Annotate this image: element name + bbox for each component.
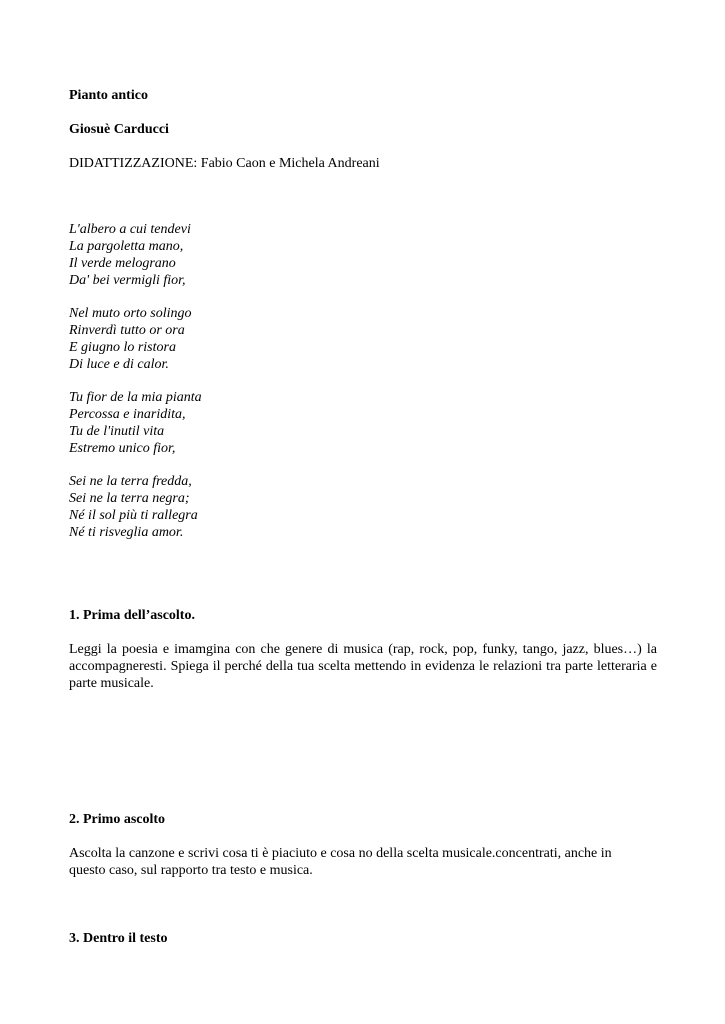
poem-stanza-1 [69,221,191,289]
poem-verse: Il verde melograno [69,256,176,271]
poem-verse: La pargoletta mano, [69,239,184,254]
credits-line: DIDATTIZZAZIONE: Fabio Caon e Michela Andreani [69,156,380,171]
poem-title: Pianto antico [69,88,148,103]
section-heading-3: 3. Dentro il testo [69,931,168,946]
poem-verse: Di luce e di calor. [69,357,169,372]
section-heading-2: 2. Primo ascolto [69,812,166,827]
poem-verse: Sei ne la terra fredda, [69,474,192,489]
poem-verse: Tu de l'inutil vita [69,424,165,439]
poem-verse: Né ti risveglia amor. [69,525,184,540]
poem-stanza-3 [69,389,202,457]
poem-stanza-4 [69,473,198,541]
poem-stanza-2 [69,305,192,373]
section-text-2: Ascolta la canzone e scrivi cosa ti è piaciuto e cosa no della scelta musicale.concentrati, anche in questo caso, sul rapporto tra testo e musica. [69,846,612,878]
poem-verse: Nel muto orto solingo [69,306,192,321]
section-text-1: Leggi la poesia e imamgina con che genere di musica (rap, rock, pop, funky, tango, jazz, blues…) la accompagneresti. Spiega il perché della tua scelta mettendo in evidenza le relazioni tra parte letteraria e parte musicale. [69,642,657,691]
poem-author: Giosuè Carducci [69,122,169,137]
poem-verse: Tu fior de la mia pianta [69,390,202,405]
section-heading-1: 1. Prima dell’ascolto. [69,608,195,623]
poem-verse: Da' bei vermigli fior, [69,273,186,288]
poem-verse: Estremo unico fior, [69,441,176,456]
poem-verse: E giugno lo ristora [69,340,176,355]
poem-verse: Sei ne la terra negra; [69,491,190,506]
poem-verse: L'albero a cui tendevi [69,222,191,237]
poem-verse: Rinverdì tutto or ora [69,323,185,338]
poem-verse: Percossa e inaridita, [69,407,186,422]
poem-verse: Né il sol più ti rallegra [69,508,198,523]
